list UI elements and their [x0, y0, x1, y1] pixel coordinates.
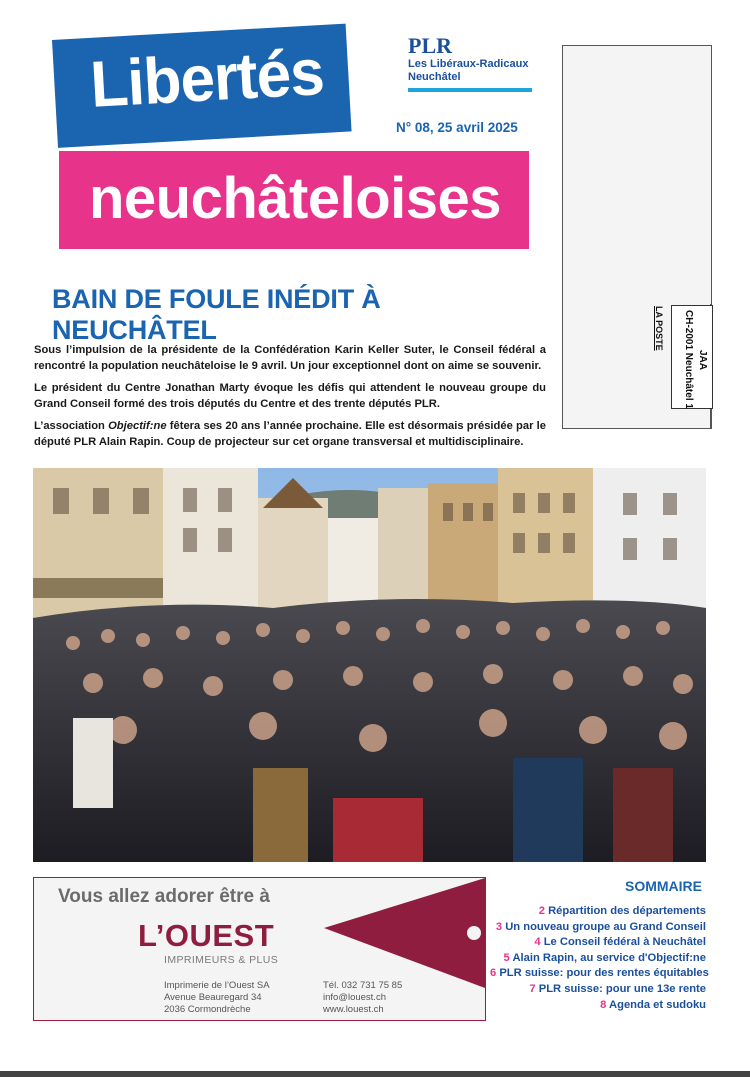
- ad-website: www.louest.ch: [323, 1004, 384, 1015]
- postage-jaa: JAA: [697, 350, 708, 371]
- plr-logo: [408, 34, 532, 92]
- ad-brand-name: L’OUEST: [138, 918, 275, 953]
- ad-tagline: Vous allez adorer être à: [58, 886, 270, 907]
- sommaire-item[interactable]: 4 Le Conseil fédéral à Neuchâtel: [534, 936, 706, 949]
- bottom-rule: [0, 1071, 750, 1077]
- ad-email: info@louest.ch: [323, 992, 386, 1003]
- title-banner-pink: [59, 151, 529, 249]
- ad-brand-subtitle: IMPRIMEURS & PLUS: [164, 954, 279, 966]
- para3-prefix: L’association: [34, 420, 109, 432]
- sommaire-item[interactable]: 8 Agenda et sudoku: [600, 998, 706, 1011]
- plr-logo-line-2: Neuchâtel: [408, 71, 461, 83]
- ad-address-block: [164, 980, 270, 1016]
- intro-paragraph-2: Le président du Centre Jonathan Marty évoque les défis qui attendent le nouveau groupe du Grand Conseil formé des trois députés du Centre et des trente députés PLR.: [34, 382, 546, 410]
- sommaire-item[interactable]: 2 Répartition des départements: [538, 905, 706, 917]
- sommaire-item[interactable]: 6 PLR suisse: pour des rentes équitables: [490, 967, 709, 980]
- plr-logo-bar: [408, 88, 532, 92]
- louest-advertisement: [33, 877, 486, 1021]
- intro-paragraph-3: [34, 418, 546, 450]
- title-banner-blue: [52, 24, 352, 148]
- main-headline: BAIN DE FOULE INÉDIT À NEUCHÂTEL: [52, 284, 381, 345]
- ad-street: Avenue Beauregard 34: [164, 992, 262, 1003]
- sommaire-title: SOMMAIRE: [625, 878, 702, 894]
- ad-city: 2036 Cormondrèche: [164, 1004, 251, 1015]
- sommaire-item[interactable]: 5 Alain Rapin, au service d'Objectif:ne: [503, 951, 706, 964]
- postage-address: CH-2001 Neuchâtel 1: [683, 310, 694, 409]
- postage-stamp-box: [671, 305, 713, 409]
- ad-company: Imprimerie de l’Ouest SA: [164, 980, 270, 991]
- plr-logo-letters: PLR: [408, 33, 452, 58]
- crowd-photo-illustration: [33, 468, 706, 862]
- crowd-photo: [33, 468, 706, 862]
- plr-logo-line-1: Les Libéraux-Radicaux: [408, 58, 529, 70]
- sommaire-item[interactable]: 3 Un nouveau groupe au Grand Conseil: [495, 920, 706, 933]
- issue-number-date: N° 08, 25 avril 2025: [396, 120, 518, 135]
- para3-suffix: fêtera ses 20 ans l’année prochaine. Elle est désormais présidée par le député PLR Alain Rapin. Coup de projecteur sur cet organe transversal et multidisciplinaire.: [34, 420, 546, 448]
- title-line-2: neuchâteloises: [89, 166, 502, 231]
- ad-contact-block: [323, 980, 402, 1016]
- title-line-1: Libertés: [88, 36, 326, 122]
- sommaire-list: [490, 904, 709, 1013]
- la-poste-logo: LA POSTE: [654, 306, 664, 351]
- intro-paragraph-1: Sous l’impulsion de la présidente de la Confédération Karin Keller Suter, le Conseil fédéral a rencontré la population neuchâteloise le 9 avril. Un jour exceptionnel dont on aime se souvenir.: [34, 344, 546, 372]
- para3-italic: Objectif:ne: [108, 420, 167, 432]
- ad-phone: Tél. 032 731 75 85: [323, 980, 403, 991]
- sommaire-item[interactable]: 7 PLR suisse: pour une 13e rente: [529, 982, 706, 995]
